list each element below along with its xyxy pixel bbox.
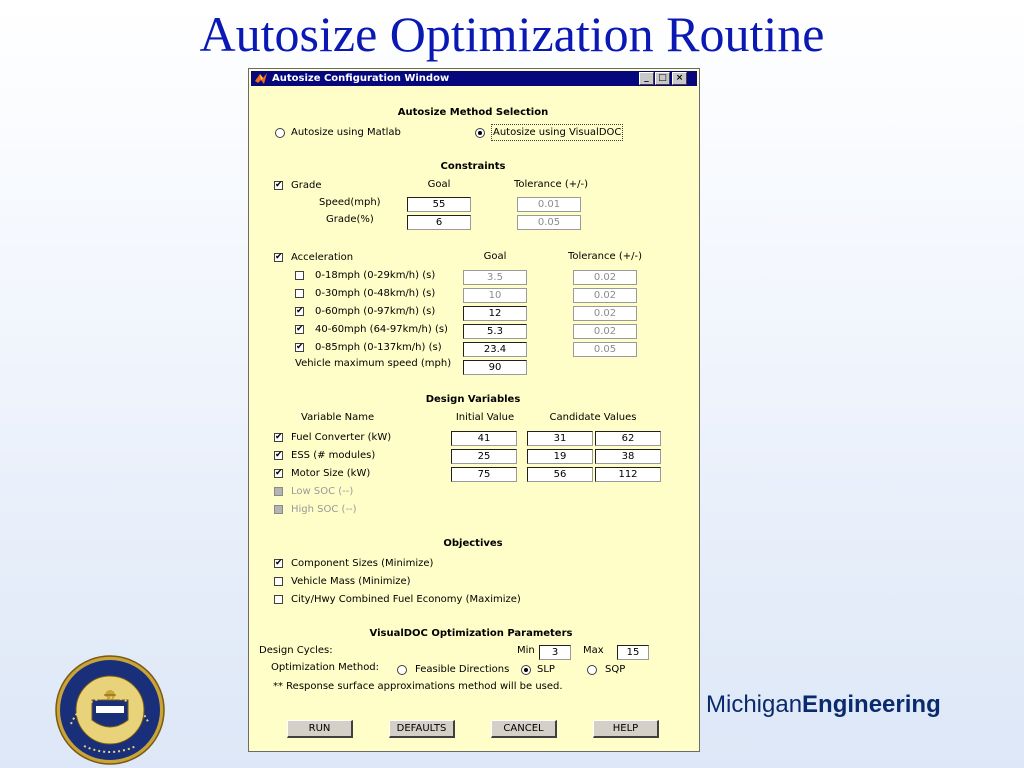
accel-goal-field[interactable]: 5.3: [463, 324, 527, 339]
motor-size-label: Motor Size (kW): [291, 468, 371, 479]
matlab-logo-icon: [255, 73, 267, 84]
slide-title: Autosize Optimization Routine: [199, 6, 825, 62]
accel-goal-field[interactable]: 10: [463, 288, 527, 303]
ess-initial-field[interactable]: 25: [451, 449, 517, 464]
brand-bold-text: Engineering: [802, 691, 941, 718]
objective-checkbox[interactable]: [274, 595, 283, 604]
grade-label: Grade: [291, 180, 322, 191]
acceleration-label: Acceleration: [291, 252, 354, 263]
minimize-button[interactable]: _: [639, 72, 654, 85]
ess-checkbox[interactable]: ✔: [275, 450, 283, 460]
brand-light-text: Michigan: [706, 691, 803, 718]
window-titlebar[interactable]: [251, 71, 697, 86]
accel-goal-field[interactable]: 3.5: [463, 270, 527, 285]
objective-label: Vehicle Mass (Minimize): [291, 576, 411, 587]
min-label: Min: [517, 645, 535, 656]
min-cycles-field[interactable]: 3: [539, 645, 571, 660]
run-button[interactable]: RUN: [287, 720, 353, 738]
radio-matlab[interactable]: [275, 128, 285, 138]
accel-tolerance-field[interactable]: 0.02: [573, 270, 637, 285]
objectives-heading: Objectives: [443, 538, 503, 549]
accel-tolerance-field[interactable]: 0.02: [573, 288, 637, 303]
accel-tolerance-field[interactable]: 0.02: [573, 306, 637, 321]
accel-goal-field[interactable]: 23.4: [463, 342, 527, 357]
accel-row-label: 0-60mph (0-97km/h) (s): [315, 306, 436, 317]
accel-row-checkbox[interactable]: ✔: [296, 306, 304, 316]
visualdoc-heading: VisualDOC Optimization Parameters: [369, 628, 573, 639]
radio-sqp-label[interactable]: SQP: [605, 664, 626, 675]
max-cycles-field[interactable]: 15: [617, 645, 649, 660]
accel-row-label: 0-30mph (0-48km/h) (s): [315, 288, 436, 299]
design-cycles-label: Design Cycles:: [259, 645, 333, 656]
ess-candidate2-field[interactable]: 38: [595, 449, 661, 464]
radio-visualdoc[interactable]: [475, 128, 485, 138]
ess-label: ESS (# modules): [291, 450, 376, 461]
grade-goal-field[interactable]: 6: [407, 215, 471, 230]
grade-checkbox[interactable]: ✔: [275, 180, 283, 190]
autosize-config-window: [248, 68, 700, 752]
university-of-michigan-seal-icon: [54, 654, 166, 766]
accel-row-label: 40-60mph (64-97km/h) (s): [315, 324, 448, 335]
fuel-converter-initial-field[interactable]: 41: [451, 431, 517, 446]
grade-tolerance-header: Tolerance (+/-): [513, 179, 589, 190]
accel-tolerance-field[interactable]: 0.05: [573, 342, 637, 357]
col-initial-value: Initial Value: [455, 412, 515, 423]
fuel-converter-checkbox[interactable]: ✔: [275, 432, 283, 442]
constraints-heading: Constraints: [440, 161, 506, 172]
col-candidate-values: Candidate Values: [549, 412, 637, 423]
motor-size-candidate1-field[interactable]: 56: [527, 467, 593, 482]
cancel-button[interactable]: CANCEL: [491, 720, 557, 738]
accel-tolerance-header: Tolerance (+/-): [567, 251, 643, 262]
fuel-converter-candidate2-field[interactable]: 62: [595, 431, 661, 446]
accel-row-checkbox[interactable]: [295, 289, 304, 298]
radio-visualdoc-label[interactable]: Autosize using VisualDOC: [493, 127, 622, 138]
accel-goal-header: Goal: [483, 251, 507, 262]
design-variables-heading: Design Variables: [425, 394, 521, 405]
accel-row-checkbox[interactable]: ✔: [296, 324, 304, 334]
accel-goal-field[interactable]: 12: [463, 306, 527, 321]
motor-size-initial-field[interactable]: 75: [451, 467, 517, 482]
radio-feasible-directions-label[interactable]: Feasible Directions: [415, 664, 510, 675]
fuel-converter-candidate1-field[interactable]: 31: [527, 431, 593, 446]
vmax-field[interactable]: 90: [463, 360, 527, 375]
response-surface-note: ** Response surface approximations method will be used.: [273, 681, 563, 692]
motor-size-candidate2-field[interactable]: 112: [595, 467, 661, 482]
accel-tolerance-field[interactable]: 0.02: [573, 324, 637, 339]
radio-slp[interactable]: [521, 665, 531, 675]
high-soc-checkbox: [274, 505, 283, 514]
radio-feasible-directions[interactable]: [397, 665, 407, 675]
optimization-method-label: Optimization Method:: [271, 662, 380, 673]
high-soc-label: High SOC (--): [291, 504, 357, 515]
col-variable-name: Variable Name: [301, 412, 375, 423]
low-soc-label: Low SOC (--): [291, 486, 354, 497]
accel-row-label: 0-85mph (0-137km/h) (s): [315, 342, 442, 353]
max-label: Max: [583, 645, 604, 656]
objective-checkbox[interactable]: ✔: [275, 558, 283, 568]
accel-row-label: 0-18mph (0-29km/h) (s): [315, 270, 436, 281]
accel-row-checkbox[interactable]: [295, 271, 304, 280]
maximize-button[interactable]: □: [655, 72, 670, 85]
vmax-label: Vehicle maximum speed (mph): [295, 358, 452, 369]
acceleration-checkbox[interactable]: ✔: [275, 252, 283, 262]
grade-goal-header: Goal: [427, 179, 451, 190]
objective-label: Component Sizes (Minimize): [291, 558, 434, 569]
grade-tolerance-field[interactable]: 0.05: [517, 215, 581, 230]
window-title: Autosize Configuration Window: [272, 73, 450, 84]
ess-candidate1-field[interactable]: 19: [527, 449, 593, 464]
method-heading: Autosize Method Selection: [397, 107, 549, 118]
close-button[interactable]: ×: [672, 72, 687, 85]
michigan-engineering-logo: [706, 690, 941, 720]
accel-row-checkbox[interactable]: ✔: [296, 342, 304, 352]
radio-sqp[interactable]: [587, 665, 597, 675]
speed-tolerance-field[interactable]: 0.01: [517, 197, 581, 212]
speed-goal-field[interactable]: 55: [407, 197, 471, 212]
motor-size-checkbox[interactable]: ✔: [275, 468, 283, 478]
help-button[interactable]: HELP: [593, 720, 659, 738]
low-soc-checkbox: [274, 487, 283, 496]
grade-pct-label: Grade(%): [326, 214, 374, 225]
fuel-converter-label: Fuel Converter (kW): [291, 432, 392, 443]
radio-slp-label[interactable]: SLP: [537, 664, 555, 675]
objective-checkbox[interactable]: [274, 577, 283, 586]
defaults-button[interactable]: DEFAULTS: [389, 720, 455, 738]
speed-label: Speed(mph): [319, 197, 381, 208]
objective-label: City/Hwy Combined Fuel Economy (Maximize): [291, 594, 521, 605]
radio-matlab-label[interactable]: Autosize using Matlab: [291, 127, 401, 138]
